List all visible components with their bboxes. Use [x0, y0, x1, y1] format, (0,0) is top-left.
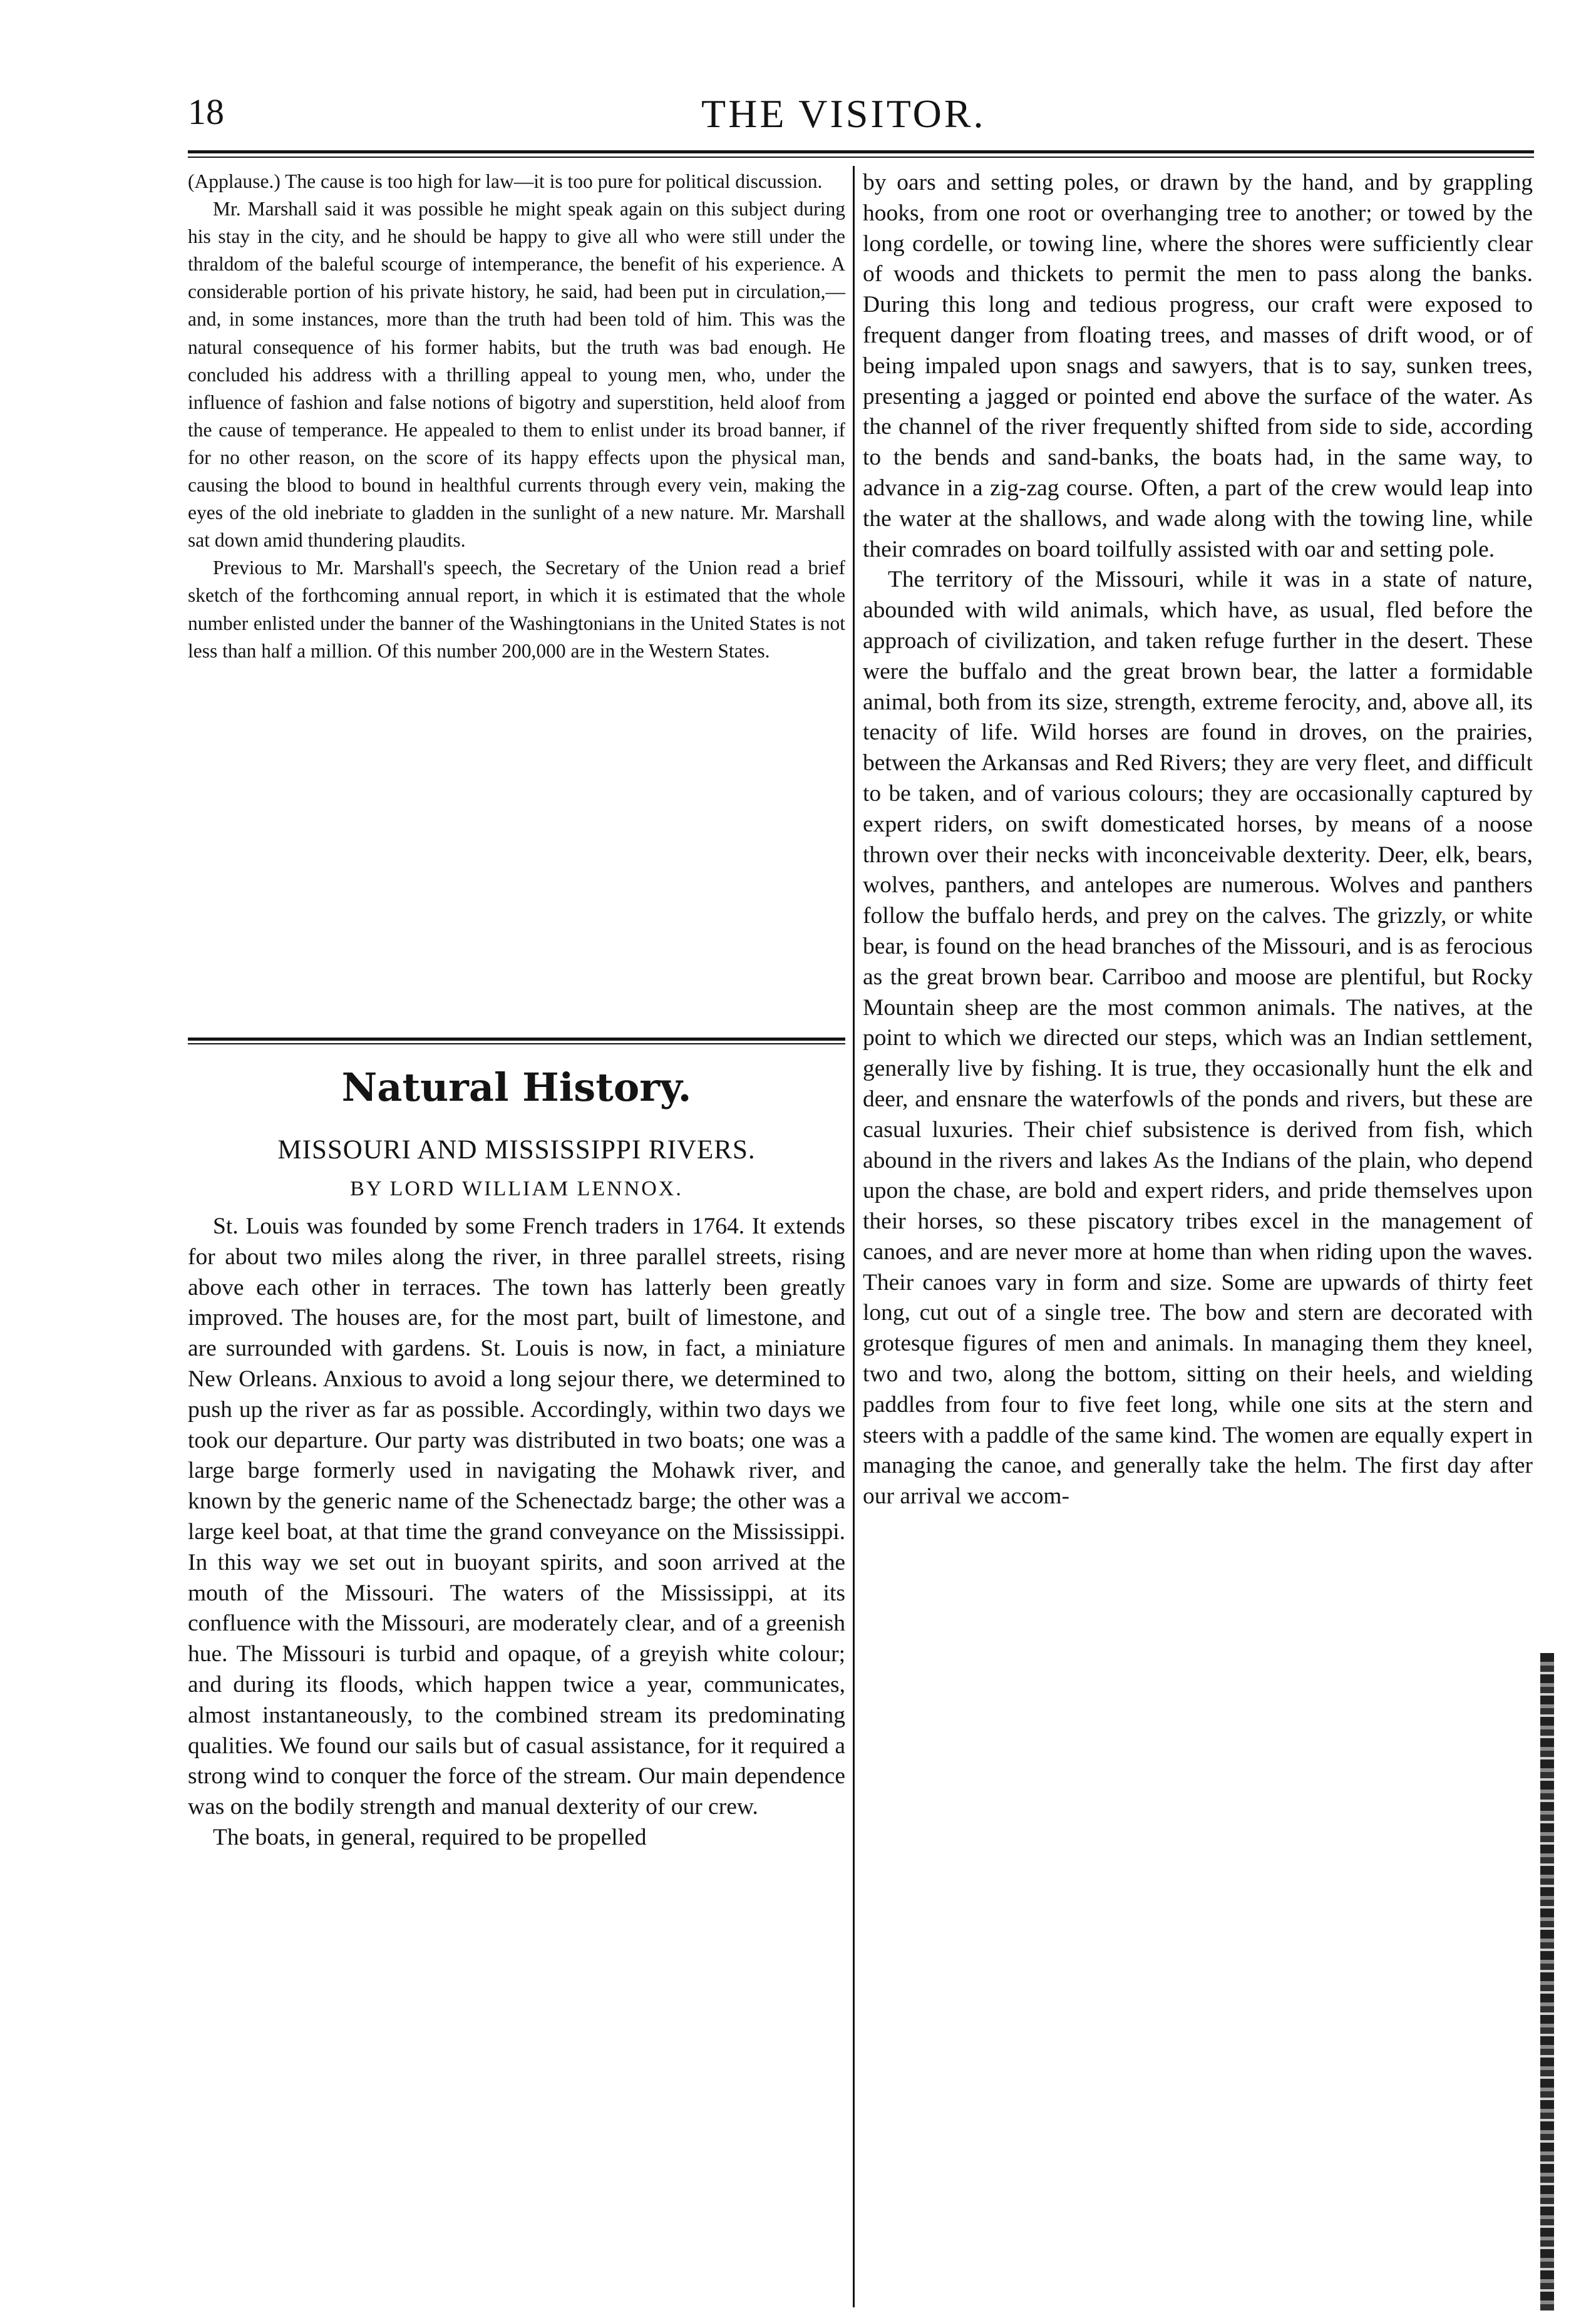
page-edge-ornament — [1540, 1653, 1554, 2310]
paragraph: The boats, in general, required to be propelled — [213, 1824, 647, 1850]
paragraph: Previous to Mr. Marshall's speech, the Secretary of the Union read a brief sketch of the forthcoming annual report, in which it is estimated that the whole number enlisted under the banner of the Washingtonians in the United States is not less than half a million. Of this number 200,000 are in the Western States. — [188, 557, 845, 662]
left-column-top — [188, 168, 845, 665]
paragraph: The territory of the Missouri, while it was in a state of nature, abounded with wild animals, which have, as usual, fled before the approach of civilization, and taken refuge further in the desert. These were the buffalo and the great brown bear, the latter a formidable animal, both from its size, strength, extreme ferocity, and, above all, its tenacity of life. Wild horses are found in droves, on the prairies, between the Arkansas and Red Rivers; they are very fleet, and difficult to be taken, and of various colours; they are occasionally captured by expert riders, on swift domesticated horses, by means of a noose thrown over their necks with inconceivable dexterity. Deer, elk, bears, wolves, panthers, and antelopes are numerous. Wolves and panthers follow the buffalo herds, and prey on the calves. The grizzly, or white bear, is found on the head branches of the Missouri, and is as ferocious as the great brown bear. Carriboo and moose are plentiful, but Rocky Mountain sheep are the most common animals. The natives, at the point to which we directed our steps, which was an Indian settlement, generally live by fishing. It is true, they occasionally hunt the elk and deer, and ensnare the waterfowls of the ponds and rivers, but these are casual luxuries. Their chief subsistence is derived from fish, which abound in the rivers and lakes As the Indians of the plain, who depend upon the chase, are bold and expert riders, and pride themselves upon their horses, so these piscatory tribes excel in the management of canoes, and are never more at home than when riding upon the waves. Their canoes vary in form and size. Some are upwards of thirty feet long, cut out of a single tree. The bow and stern are decorated with grotesque figures of men and animals. In managing them they kneel, two and two, along the bottom, sitting on their heels, and wielding paddles from four to five feet long, while one sits at the stern and steers with a paddle of the same kind. The women are equally expert in managing the canoe, and generally take the helm. The first day after our arrival we accom- — [863, 567, 1533, 1510]
header-rule-thin — [188, 157, 1534, 158]
right-column — [863, 168, 1533, 1512]
section-rule-thick — [188, 1038, 845, 1041]
section-heading: Natural History. — [341, 1064, 692, 1110]
section-rule-thin — [188, 1043, 845, 1044]
running-title: THE VISITOR. — [701, 91, 986, 136]
article-title: MISSOURI AND MISSISSIPPI RIVERS. — [277, 1135, 756, 1165]
paragraph: (Applause.) The cause is too high for law—it is too pure for political discussion. — [188, 170, 823, 192]
column-divider — [853, 166, 855, 2307]
paragraph: by oars and setting poles, or drawn by the hand, and by grappling hooks, from one root or overhanging tree to another; or towed by the long cordelle, or towing line, where the shores were sufficiently clear of woods and thickets to permit the men to pass along the banks. During this long and tedious progress, our craft were exposed to frequent danger from floating trees, and masses of drift wood, or of being impaled upon snags and sawyers, that is to say, sunken trees, presenting a jagged or pointed end above the surface of the water. As the channel of the river frequently shifted from side to side, according to the bends and sand-banks, the boats had, in the same way, to advance in a zig-zag course. Often, a part of the crew would leap into the water at the shallows, and wade along with the towing line, while their comrades on board toilfully assisted with oar and setting pole. — [863, 170, 1533, 562]
article-byline: BY LORD WILLIAM LENNOX. — [350, 1177, 683, 1200]
paragraph: Mr. Marshall said it was possible he might speak again on this subject during his stay in the city, and he should be happy to give all who were still under the thraldom of the baleful scourge of intemperance, the benefit of his experience. A considerable portion of his private history, he said, had been put in circulation,—and, in some instances, more than the truth had been told of him. This was the natural consequence of his former habits, but the truth was bad enough. He concluded his address with a thrilling appeal to young men, who, under the influence of fashion and false notions of bigotry and superstition, held aloof from the cause of temperance. He appealed to them to enlist under its broad banner, if for no other reason, on the score of its happy effects upon the physical man, causing the blood to bound in healthful currents through every vein, making the eyes of the old inebriate to gladden in the sunlight of a new nature. Mr. Marshall sat down amid thundering plaudits. — [188, 198, 845, 552]
paragraph: St. Louis was founded by some French traders in 1764. It extends for about two miles along the river, in three parallel streets, rising above each other in terraces. The town has latterly been greatly improved. The houses are, for the most part, built of limestone, and are surrounded with gardens. St. Louis is now, in fact, a miniature New Orleans. Anxious to avoid a long sejour there, we determined to push up the river as far as possible. Accordingly, within two days we took our departure. Our party was distributed in two boats; one was a large barge formerly used in navigating the Mohawk river, and known by the generic name of the Schenectadz barge; the other was a large keel boat, at that time the grand conveyance on the Mississippi. In this way we set out in buoyant spirits, and soon arrived at the mouth of the Missouri. The waters of the Mississippi, at its confluence with the Missouri, are moderately clear, and of a greenish hue. The Missouri is turbid and opaque, of a greyish white colour; and during its floods, which happen twice a year, communicates, almost instantaneously, to the combined stream its predominating qualities. We found our sails but of casual assistance, for it required a strong wind to conquer the force of the stream. Our main dependence was on the bodily strength and manual dexterity of our crew. — [188, 1213, 845, 1820]
page-number: 18 — [188, 91, 224, 132]
header-rule-thick — [188, 150, 1534, 153]
left-column-article — [188, 1212, 845, 1853]
